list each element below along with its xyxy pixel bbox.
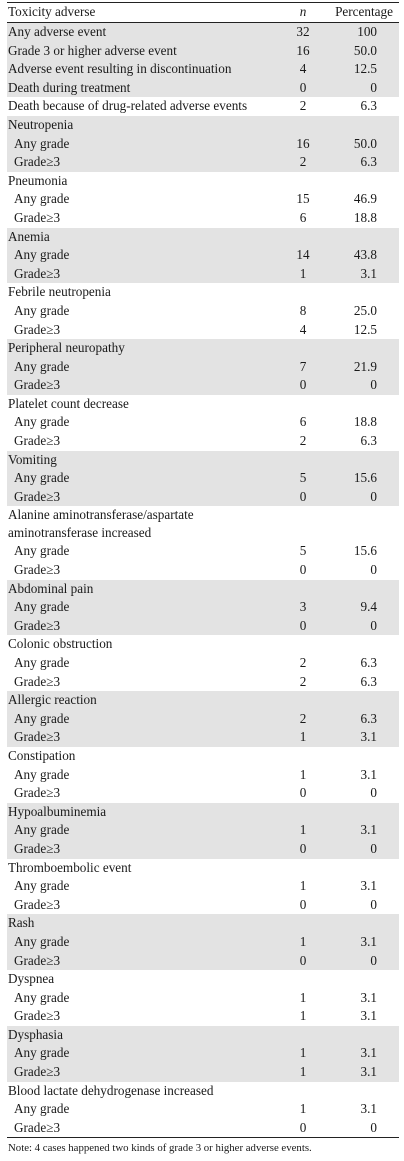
row-n xyxy=(277,1026,329,1045)
row-n: 2 xyxy=(299,433,307,449)
table-row xyxy=(7,1100,399,1119)
row-n: 1 xyxy=(299,878,307,894)
sub-row-label: Grade≥3 xyxy=(14,673,61,689)
row-n: 15 xyxy=(296,191,310,207)
row-percentage: 6.3 xyxy=(329,710,399,729)
table-row xyxy=(7,952,399,971)
row-percentage: 3.1 xyxy=(360,878,377,894)
row-n xyxy=(277,506,329,542)
row-percentage xyxy=(329,506,399,542)
row-label: Constipation xyxy=(8,747,76,763)
row-percentage: 3.1 xyxy=(360,989,377,1005)
row-percentage: 3.1 xyxy=(329,265,399,284)
row-label: Grade 3 or higher adverse event xyxy=(7,42,277,61)
table-row xyxy=(7,728,399,747)
row-percentage: 3.1 xyxy=(329,821,399,840)
row-n: 16 xyxy=(277,135,329,154)
row-percentage: 21.9 xyxy=(329,358,399,377)
row-n xyxy=(277,339,329,358)
table-row xyxy=(7,1082,399,1101)
table-row xyxy=(7,302,399,321)
row-percentage xyxy=(329,116,399,135)
row-percentage: 15.6 xyxy=(329,469,399,488)
table-row xyxy=(7,561,399,580)
row-percentage: 3.1 xyxy=(329,1044,399,1063)
table-row xyxy=(7,970,399,989)
header-n: n xyxy=(277,3,329,23)
table-row xyxy=(7,803,399,822)
sub-row-label: Grade≥3 xyxy=(14,1119,61,1135)
row-n: 1 xyxy=(277,1044,329,1063)
row-percentage: 3.1 xyxy=(329,1063,399,1082)
row-percentage xyxy=(329,859,399,878)
sub-row-label: Any grade xyxy=(7,1044,277,1063)
row-percentage xyxy=(329,395,399,414)
table-row xyxy=(7,283,399,302)
sub-row-label: Any grade xyxy=(14,191,70,207)
table-row xyxy=(7,135,399,154)
table-row xyxy=(7,376,399,395)
row-percentage xyxy=(329,339,399,358)
sub-row-label: Grade≥3 xyxy=(14,321,61,337)
row-n: 14 xyxy=(277,246,329,265)
row-percentage: 6.3 xyxy=(360,98,377,114)
row-label: Blood lactate dehydrogenase increased xyxy=(8,1082,214,1098)
table-row xyxy=(7,469,399,488)
sub-row-label: Grade≥3 xyxy=(14,785,61,801)
bottom-rule xyxy=(7,1137,399,1138)
row-n: 5 xyxy=(277,469,329,488)
row-n: 2 xyxy=(277,153,329,172)
row-percentage: 0 xyxy=(329,79,399,98)
row-percentage: 6.3 xyxy=(329,153,399,172)
row-label: Death because of drug-related adverse events xyxy=(8,98,248,114)
table-row xyxy=(7,339,399,358)
row-label: Any adverse event xyxy=(7,23,277,42)
sub-row-label: Grade≥3 xyxy=(14,433,61,449)
row-n: 1 xyxy=(299,1008,307,1024)
row-percentage: 43.8 xyxy=(329,246,399,265)
table-row xyxy=(7,710,399,729)
sub-row-label: Any grade xyxy=(7,135,277,154)
sub-row-label: Grade≥3 xyxy=(14,896,61,912)
row-percentage xyxy=(329,228,399,247)
table-row xyxy=(7,654,399,673)
row-percentage: 18.8 xyxy=(353,414,377,430)
row-percentage: 0 xyxy=(329,488,399,507)
sub-row-label: Grade≥3 xyxy=(7,1063,277,1082)
row-n: 3 xyxy=(277,598,329,617)
row-n xyxy=(277,970,329,989)
row-n: 32 xyxy=(277,23,329,42)
row-n: 4 xyxy=(277,60,329,79)
row-label: Dyspnea xyxy=(8,971,55,987)
row-n: 0 xyxy=(299,785,307,801)
row-percentage: 6.3 xyxy=(360,673,377,689)
row-percentage: 18.8 xyxy=(353,209,377,225)
row-percentage xyxy=(329,1082,399,1101)
row-n: 1 xyxy=(277,821,329,840)
row-percentage xyxy=(329,283,399,302)
row-n xyxy=(277,747,329,766)
row-n xyxy=(277,172,329,191)
sub-row-label: Any grade xyxy=(14,989,70,1005)
table-row xyxy=(7,209,399,228)
row-label: Febrile neutropenia xyxy=(8,284,111,300)
row-label: Hypoalbuminemia xyxy=(7,803,277,822)
row-percentage: 50.0 xyxy=(329,135,399,154)
row-n xyxy=(277,116,329,135)
row-n: 1 xyxy=(277,933,329,952)
row-percentage: 3.1 xyxy=(360,766,377,782)
sub-row-label: Grade≥3 xyxy=(14,562,61,578)
row-n: 2 xyxy=(277,710,329,729)
table-row xyxy=(7,840,399,859)
row-percentage: 0 xyxy=(370,896,377,912)
table-row xyxy=(7,60,399,79)
table-row xyxy=(7,784,399,803)
row-label: Death during treatment xyxy=(7,79,277,98)
row-n xyxy=(277,580,329,599)
row-label: Rash xyxy=(7,914,277,933)
row-percentage: 3.1 xyxy=(329,933,399,952)
row-percentage xyxy=(329,580,399,599)
row-n xyxy=(277,228,329,247)
row-n: 1 xyxy=(277,728,329,747)
table-row xyxy=(7,190,399,209)
row-percentage: 3.1 xyxy=(360,1101,377,1117)
sub-row-label: Any grade xyxy=(7,246,277,265)
table-document xyxy=(7,2,399,1157)
row-percentage xyxy=(329,691,399,710)
row-label: Alanine aminotransferase/aspartate aminotransferase increased xyxy=(8,507,194,541)
row-n: 1 xyxy=(299,766,307,782)
row-percentage: 0 xyxy=(370,1119,377,1135)
table-row xyxy=(7,488,399,507)
row-percentage xyxy=(329,451,399,470)
row-percentage: 0 xyxy=(329,376,399,395)
sub-row-label: Any grade xyxy=(14,878,70,894)
sub-row-label: Any grade xyxy=(14,414,70,430)
table-row xyxy=(7,432,399,451)
row-percentage xyxy=(329,1026,399,1045)
row-n: 4 xyxy=(299,321,307,337)
sub-row-label: Grade≥3 xyxy=(7,153,277,172)
table-row xyxy=(7,413,399,432)
table-row xyxy=(7,933,399,952)
table-row xyxy=(7,989,399,1008)
row-n xyxy=(277,451,329,470)
table-row xyxy=(7,821,399,840)
row-n: 0 xyxy=(277,617,329,636)
header-toxicity: Toxicity adverse xyxy=(7,3,277,23)
sub-row-label: Any grade xyxy=(7,469,277,488)
row-n: 1 xyxy=(299,989,307,1005)
row-percentage xyxy=(329,635,399,654)
row-percentage: 6.3 xyxy=(360,433,377,449)
row-n: 5 xyxy=(299,543,307,559)
table-row xyxy=(7,228,399,247)
sub-row-label: Any grade xyxy=(14,1101,70,1117)
table-note: Note: 4 cases happened two kinds of grade 3 or higher adverse events. xyxy=(8,1142,312,1155)
table-row xyxy=(7,506,399,542)
sub-row-label: Any grade xyxy=(7,598,277,617)
row-n: 16 xyxy=(277,42,329,61)
row-percentage: 0 xyxy=(329,840,399,859)
sub-row-label: Grade≥3 xyxy=(14,1008,61,1024)
row-n: 0 xyxy=(277,488,329,507)
row-percentage xyxy=(329,803,399,822)
row-label: Abdominal pain xyxy=(7,580,277,599)
row-percentage: 0 xyxy=(370,562,377,578)
row-n: 0 xyxy=(299,896,307,912)
row-percentage: 100 xyxy=(329,23,399,42)
table-row xyxy=(7,321,399,340)
row-n: 8 xyxy=(299,302,307,318)
row-percentage: 46.9 xyxy=(353,191,377,207)
row-percentage: 0 xyxy=(329,952,399,971)
sub-row-label: Grade≥3 xyxy=(7,952,277,971)
row-n: 0 xyxy=(277,79,329,98)
sub-row-label: Grade≥3 xyxy=(7,840,277,859)
sub-row-label: Grade≥3 xyxy=(7,376,277,395)
row-label: Anemia xyxy=(7,228,277,247)
table-row xyxy=(7,172,399,191)
table-row xyxy=(7,673,399,692)
row-n: 2 xyxy=(299,98,307,114)
row-n: 6 xyxy=(299,414,307,430)
row-percentage: 12.5 xyxy=(353,321,377,337)
row-percentage xyxy=(329,970,399,989)
table-row xyxy=(7,265,399,284)
table-row xyxy=(7,598,399,617)
table-row xyxy=(7,691,399,710)
row-n: 0 xyxy=(277,376,329,395)
table-row xyxy=(7,451,399,470)
row-n: 2 xyxy=(299,655,307,670)
row-percentage xyxy=(329,747,399,766)
table-row xyxy=(7,1063,399,1082)
row-n: 7 xyxy=(277,358,329,377)
row-n xyxy=(277,283,329,302)
sub-row-label: Any grade xyxy=(14,655,70,670)
row-percentage: 50.0 xyxy=(329,42,399,61)
table-row xyxy=(7,116,399,135)
row-percentage: 25.0 xyxy=(353,302,377,318)
sub-row-label: Any grade xyxy=(14,766,70,782)
table-row xyxy=(7,153,399,172)
row-percentage: 15.6 xyxy=(353,543,377,559)
sub-row-label: Any grade xyxy=(7,933,277,952)
row-n: 1 xyxy=(277,1063,329,1082)
row-n xyxy=(277,803,329,822)
header-percentage: Percentage xyxy=(329,3,399,23)
row-n xyxy=(277,914,329,933)
row-label: Dysphasia xyxy=(7,1026,277,1045)
row-n: 0 xyxy=(299,1119,307,1135)
adverse-events-table xyxy=(7,3,399,1137)
row-percentage: 0 xyxy=(329,617,399,636)
row-n xyxy=(277,1082,329,1101)
sub-row-label: Any grade xyxy=(7,821,277,840)
sub-row-label: Any grade xyxy=(14,302,70,318)
table-row xyxy=(7,1007,399,1026)
table-row xyxy=(7,859,399,878)
table-row xyxy=(7,877,399,896)
sub-row-label: Grade≥3 xyxy=(14,209,61,225)
row-label: Allergic reaction xyxy=(7,691,277,710)
sub-row-label: Any grade xyxy=(7,358,277,377)
table-row xyxy=(7,896,399,915)
table-row xyxy=(7,1119,399,1138)
row-n: 1 xyxy=(299,1101,307,1117)
table-row xyxy=(7,617,399,636)
row-n: 2 xyxy=(299,673,307,689)
row-percentage xyxy=(329,914,399,933)
sub-row-label: Grade≥3 xyxy=(7,728,277,747)
table-row xyxy=(7,23,399,42)
table-row xyxy=(7,1026,399,1045)
row-percentage: 0 xyxy=(370,785,377,801)
sub-row-label: Grade≥3 xyxy=(7,488,277,507)
table-row xyxy=(7,246,399,265)
table-row xyxy=(7,42,399,61)
table-row xyxy=(7,580,399,599)
sub-row-label: Any grade xyxy=(14,543,70,559)
row-n xyxy=(277,395,329,414)
table-row xyxy=(7,358,399,377)
row-n xyxy=(277,859,329,878)
row-label: Platelet count decrease xyxy=(8,395,129,411)
row-percentage: 6.3 xyxy=(360,655,377,670)
table-row xyxy=(7,914,399,933)
row-percentage: 9.4 xyxy=(329,598,399,617)
row-n: 6 xyxy=(299,209,307,225)
table-row xyxy=(7,395,399,414)
table-row xyxy=(7,747,399,766)
row-percentage xyxy=(329,172,399,191)
row-label: Pneumonia xyxy=(8,172,68,188)
table-row xyxy=(7,542,399,561)
table-row xyxy=(7,766,399,785)
row-label: Neutropenia xyxy=(7,116,277,135)
row-percentage: 3.1 xyxy=(360,1008,377,1024)
table-body xyxy=(7,23,399,1138)
row-n: 1 xyxy=(277,265,329,284)
row-label: Colonic obstruction xyxy=(8,636,113,652)
table-row xyxy=(7,79,399,98)
row-n: 0 xyxy=(277,840,329,859)
row-label: Thromboembolic event xyxy=(8,859,132,875)
row-n: 0 xyxy=(277,952,329,971)
table-row xyxy=(7,97,399,116)
row-label: Adverse event resulting in discontinuation xyxy=(7,60,277,79)
table-row xyxy=(7,1044,399,1063)
row-n: 0 xyxy=(299,562,307,578)
table-row xyxy=(7,635,399,654)
row-n xyxy=(277,635,329,654)
row-label: Peripheral neuropathy xyxy=(7,339,277,358)
row-percentage: 3.1 xyxy=(329,728,399,747)
sub-row-label: Grade≥3 xyxy=(7,265,277,284)
row-percentage: 12.5 xyxy=(329,60,399,79)
header-row xyxy=(7,3,399,23)
sub-row-label: Any grade xyxy=(7,710,277,729)
sub-row-label: Grade≥3 xyxy=(7,617,277,636)
row-label: Vomiting xyxy=(7,451,277,470)
row-n xyxy=(277,691,329,710)
